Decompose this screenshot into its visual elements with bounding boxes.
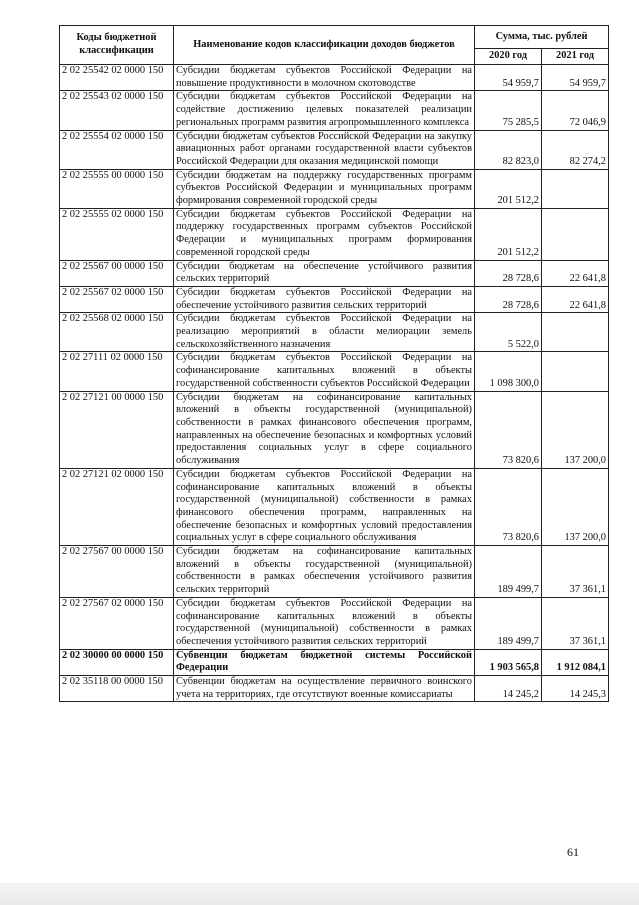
amount-2021-cell: 37 361,1 xyxy=(542,597,609,649)
code-cell: 2 02 25567 00 0000 150 xyxy=(60,260,174,286)
table-row xyxy=(60,676,609,702)
table-row xyxy=(60,546,609,598)
code-cell: 2 02 25555 02 0000 150 xyxy=(60,208,174,260)
table-row xyxy=(60,597,609,649)
name-cell: Субсидии бюджетам субъектов Российской Федерации на поддержку государственных программ субъектов Российской Федерации и муниципальных программ формирования современной городской среды xyxy=(174,208,475,260)
name-cell: Субсидии бюджетам субъектов Российской Федерации на софинансирование капитальных вложений в объекты государственной (муниципальной) собственности в рамках обеспечения устойчивого развития сельских территорий xyxy=(174,597,475,649)
amount-2021-cell: 37 361,1 xyxy=(542,546,609,598)
header-name: Наименование кодов классификации доходов бюджетов xyxy=(174,26,475,65)
header-year-2021: 2021 год xyxy=(542,49,609,65)
amount-2021-cell xyxy=(542,313,609,352)
budget-revenue-table xyxy=(59,25,609,702)
code-cell: 2 02 35118 00 0000 150 xyxy=(60,676,174,702)
amount-2021-cell: 137 200,0 xyxy=(542,391,609,468)
header-code: Коды бюджетной классификации xyxy=(60,26,174,65)
amount-2020-cell: 82 823,0 xyxy=(475,130,542,169)
name-cell: Субвенции бюджетам на осуществление первичного воинского учета на территориях, где отсутствуют военные комиссариаты xyxy=(174,676,475,702)
amount-2020-cell: 1 098 300,0 xyxy=(475,352,542,391)
name-cell: Субсидии бюджетам на софинансирование капитальных вложений в объекты государственной (муниципальной) собственности в рамках финансового обеспечения программ, направленных на обеспечение безопасных и комфортных условий предоставления социальных услуг в сфере социального обслуживания xyxy=(174,391,475,468)
page-number: 61 xyxy=(567,845,579,859)
amount-2020-cell: 189 499,7 xyxy=(475,597,542,649)
code-cell: 2 02 27121 00 0000 150 xyxy=(60,391,174,468)
table-body xyxy=(60,65,609,702)
table-row xyxy=(60,649,609,675)
amount-2020-cell: 54 959,7 xyxy=(475,65,542,91)
code-cell: 2 02 27121 02 0000 150 xyxy=(60,468,174,545)
code-cell: 2 02 25555 00 0000 150 xyxy=(60,169,174,208)
amount-2020-cell: 75 285,5 xyxy=(475,91,542,130)
table-row xyxy=(60,313,609,352)
amount-2020-cell: 73 820,6 xyxy=(475,468,542,545)
header-sum: Сумма, тыс. рублей xyxy=(475,26,609,49)
amount-2021-cell xyxy=(542,352,609,391)
code-cell: 2 02 27567 02 0000 150 xyxy=(60,597,174,649)
name-cell: Субсидии бюджетам субъектов Российской Федерации на закупку авиационных работ органами государственной власти субъектов Российской Федерации для оказания медицинской помощи xyxy=(174,130,475,169)
amount-2020-cell: 28 728,6 xyxy=(475,286,542,312)
amount-2020-cell: 201 512,2 xyxy=(475,208,542,260)
table-row xyxy=(60,130,609,169)
amount-2021-cell: 82 274,2 xyxy=(542,130,609,169)
table-row xyxy=(60,91,609,130)
amount-2020-cell: 73 820,6 xyxy=(475,391,542,468)
table-row xyxy=(60,286,609,312)
code-cell: 2 02 25554 02 0000 150 xyxy=(60,130,174,169)
table-row xyxy=(60,468,609,545)
amount-2021-cell: 137 200,0 xyxy=(542,468,609,545)
amount-2021-cell: 22 641,8 xyxy=(542,286,609,312)
name-cell: Субсидии бюджетам субъектов Российской Федерации на повышение продуктивности в молочном скотоводстве xyxy=(174,65,475,91)
code-cell: 2 02 25542 02 0000 150 xyxy=(60,65,174,91)
amount-2021-cell: 22 641,8 xyxy=(542,260,609,286)
amount-2021-cell: 54 959,7 xyxy=(542,65,609,91)
table-row xyxy=(60,169,609,208)
code-cell: 2 02 30000 00 0000 150 xyxy=(60,649,174,675)
name-cell: Субсидии бюджетам на поддержку государственных программ субъектов Российской Федерации и муниципальных программ формирования современной городской среды xyxy=(174,169,475,208)
header-year-2020: 2020 год xyxy=(475,49,542,65)
table-row xyxy=(60,260,609,286)
code-cell: 2 02 27567 00 0000 150 xyxy=(60,546,174,598)
name-cell: Субвенции бюджетам бюджетной системы Российской Федерации xyxy=(174,649,475,675)
amount-2020-cell: 201 512,2 xyxy=(475,169,542,208)
table-row xyxy=(60,65,609,91)
amount-2020-cell: 14 245,2 xyxy=(475,676,542,702)
amount-2020-cell: 28 728,6 xyxy=(475,260,542,286)
name-cell: Субсидии бюджетам на обеспечение устойчивого развития сельских территорий xyxy=(174,260,475,286)
amount-2021-cell: 72 046,9 xyxy=(542,91,609,130)
code-cell: 2 02 25567 02 0000 150 xyxy=(60,286,174,312)
amount-2020-cell: 1 903 565,8 xyxy=(475,649,542,675)
name-cell: Субсидии бюджетам субъектов Российской Федерации на софинансирование капитальных вложений в объекты государственной собственности субъектов Российской Федерации xyxy=(174,352,475,391)
code-cell: 2 02 27111 02 0000 150 xyxy=(60,352,174,391)
name-cell: Субсидии бюджетам субъектов Российской Федерации на содействие достижению целевых показателей реализации региональных программ развития агропромышленного комплекса xyxy=(174,91,475,130)
table-header xyxy=(60,26,609,65)
name-cell: Субсидии бюджетам на софинансирование капитальных вложений в объекты государственной (муниципальной) собственности в рамках обеспечения устойчивого развития сельских территорий xyxy=(174,546,475,598)
name-cell: Субсидии бюджетам субъектов Российской Федерации на обеспечение устойчивого развития сельских территорий xyxy=(174,286,475,312)
amount-2021-cell xyxy=(542,169,609,208)
table-row xyxy=(60,352,609,391)
amount-2021-cell: 1 912 084,1 xyxy=(542,649,609,675)
amount-2020-cell: 189 499,7 xyxy=(475,546,542,598)
amount-2021-cell: 14 245,3 xyxy=(542,676,609,702)
scan-bottom-band xyxy=(0,883,639,905)
table-row xyxy=(60,391,609,468)
amount-2020-cell: 5 522,0 xyxy=(475,313,542,352)
amount-2021-cell xyxy=(542,208,609,260)
code-cell: 2 02 25543 02 0000 150 xyxy=(60,91,174,130)
code-cell: 2 02 25568 02 0000 150 xyxy=(60,313,174,352)
name-cell: Субсидии бюджетам субъектов Российской Федерации на софинансирование капитальных вложений в объекты государственной (муниципальной) собственности в рамках финансового обеспечения программ, направленных на обеспечение безопасных и комфортных условий предоставления социальных услуг в сфере социального обслуживания xyxy=(174,468,475,545)
table-row xyxy=(60,208,609,260)
name-cell: Субсидии бюджетам субъектов Российской Федерации на реализацию мероприятий в области мелиорации земель сельскохозяйственного назначения xyxy=(174,313,475,352)
